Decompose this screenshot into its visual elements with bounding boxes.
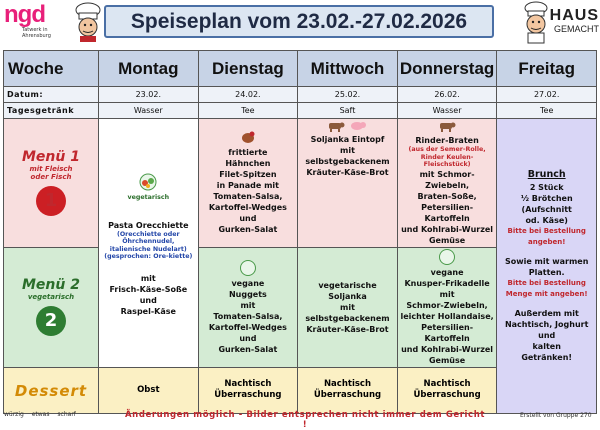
menu2-label-cell <box>4 247 99 367</box>
week-header: Woche <box>4 51 99 87</box>
menu2-dienstag-line-4: Tomaten-Salsa, <box>213 311 283 321</box>
drink-freitag: Tee <box>497 103 597 119</box>
hausgemacht-logo-line2: GEMACHT <box>554 24 599 34</box>
menu2-mittwoch-line-1: vegetarische <box>318 280 377 290</box>
menu1-dienstag-line-4: in Panade mit <box>216 181 279 191</box>
dessert-mittwoch: Nachtisch Überraschung <box>298 367 398 413</box>
freitag-line-8: Nachtisch, Joghurt <box>504 319 589 329</box>
cow-icon <box>327 120 345 132</box>
menu2-label: Menü 2 <box>22 277 80 293</box>
date-label: Datum: <box>4 87 99 103</box>
date-donnerstag: 26.02. <box>397 87 497 103</box>
date-montag: 23.02. <box>99 87 199 103</box>
menu2-donnerstag-line-2: Knusper-Frikadelle <box>404 278 490 288</box>
cow-icon <box>438 120 456 132</box>
freitag-line-11: Getränken! <box>521 352 573 362</box>
freitag-line-10: kalten <box>532 341 561 351</box>
menu1-donnerstag-line-2: Braten-Soße, <box>417 191 477 201</box>
menu2-mittwoch-line-4: selbstgebackenem <box>305 313 390 323</box>
menu2-donnerstag-line-8: Gemüse <box>428 355 466 365</box>
drink-montag: Wasser <box>99 103 199 119</box>
dessert-label: Dessert <box>14 381 88 400</box>
menu1-sub2: oder Fisch <box>30 172 72 181</box>
menu2-donnerstag-line-5: leichter Hollandaise, <box>400 311 494 321</box>
freitag-line-2: ½ Brötchen <box>520 193 573 203</box>
date-dienstag: 24.02. <box>198 87 298 103</box>
freitag-red-3: Bitte bei Bestellung <box>507 278 586 287</box>
menu2-dienstag-cell <box>198 247 298 367</box>
menu-table <box>3 50 597 407</box>
menu1-dienstag-line-7: und <box>239 214 257 224</box>
day-header-donnerstag: Donnerstag <box>397 51 497 87</box>
menu1-dienstag-line-5: Tomaten-Salsa, <box>213 192 283 202</box>
freitag-line-5: Sowie mit warmen <box>504 256 589 266</box>
vegan-icon <box>240 260 256 276</box>
ngd-logo-text: ngd <box>4 1 45 28</box>
dessert-montag: Obst <box>99 367 199 413</box>
menu1-mittwoch-line-2: mit <box>340 146 355 155</box>
menu1-label: Menü 1 <box>22 148 80 165</box>
ngd-logo-subtitle: Tatwerk in Ahrensburg <box>22 27 51 39</box>
day-header-dienstag: Dienstag <box>198 51 298 87</box>
menu1-label-cell <box>4 119 99 248</box>
legend-etwas: etwas <box>31 411 50 418</box>
menu1-row <box>4 119 597 248</box>
dessert-label-cell <box>4 367 99 413</box>
menu2-sub1: vegetarisch <box>27 293 75 301</box>
dessert-dienstag: Nachtisch Überraschung <box>198 367 298 413</box>
freitag-line-7: Außerdem mit <box>514 308 579 318</box>
vegetarian-badge-text: vegetarisch <box>127 194 170 201</box>
menu2-dienstag-line-6: und <box>239 333 257 343</box>
menu2-donnerstag-line-3: mit <box>439 289 455 299</box>
menu1-dienstag-line-2: Hähnchen <box>225 159 271 169</box>
spice-legend <box>4 411 82 418</box>
menu1-donnerstag-line-5: Gemüse <box>428 235 466 245</box>
chef-mascot-icon <box>70 2 106 42</box>
menu2-dienstag-line-7: Gurken-Salat <box>218 344 278 354</box>
montag-line-3: und <box>139 295 157 305</box>
menu2-mittwoch-line-3: mit <box>340 302 355 312</box>
freitag-red-2: angeben! <box>527 237 566 246</box>
menu1-dienstag-line-6: Kartoffel-Wedges <box>208 203 287 213</box>
montag-note: (Orecchiette oder Öhrchennudel, italienische Nudelart) (gesprochen: Ore-kiette) <box>104 230 193 260</box>
day-header-mittwoch: Mittwoch <box>298 51 398 87</box>
date-mittwoch: 25.02. <box>298 87 398 103</box>
pig-icon <box>349 120 367 132</box>
date-row <box>4 87 597 103</box>
weekday-header-row <box>4 51 597 87</box>
menu2-mittwoch-line-5: Kräuter-Käse-Brot <box>306 324 389 334</box>
menu1-dienstag-line-8: Gurken-Salat <box>218 225 278 235</box>
vegan-icon <box>439 249 455 265</box>
footer-credit: Erstellt von Gruppe 270 <box>520 412 592 419</box>
day-header-montag: Montag <box>99 51 199 87</box>
chicken-icon <box>240 130 256 144</box>
montag-line-2: Frisch-Käse-Soße <box>109 284 188 294</box>
footer-notice: Änderungen möglich - Bilder entsprechen nicht immer dem Gericht ! <box>125 410 486 430</box>
menu1-sub1: mit Fleisch <box>29 164 73 173</box>
freitag-red-1: Bitte bei Bestellung <box>507 226 586 235</box>
freitag-line-4: od. Käse) <box>525 215 568 225</box>
montag-line-1: mit <box>140 273 156 283</box>
menu1-mittwoch-line-1: Soljanka Eintopf <box>310 135 385 144</box>
legend-wuerzig: würzig <box>4 411 24 418</box>
drink-row <box>4 103 597 119</box>
menu1-dienstag-line-3: Filet-Spitzen <box>219 170 277 180</box>
menu1-mittwoch-line-4: Kräuter-Käse-Brot <box>306 168 389 177</box>
menu1-dienstag-cell <box>198 119 298 248</box>
hausgemacht-logo <box>535 8 599 42</box>
dessert-donnerstag: Nachtisch Überraschung <box>397 367 497 413</box>
montag-title: Pasta Orecchiette <box>108 220 189 230</box>
menu2-donnerstag-line-6: Petersilien-Kartoffeln <box>421 322 474 343</box>
freitag-line-3: (Aufschnitt <box>521 204 572 214</box>
freitag-line-6: Platten. <box>528 267 565 277</box>
drink-dienstag: Tee <box>198 103 298 119</box>
menu1-mittwoch-line-3: selbstgebackenem <box>305 157 390 166</box>
freitag-title: Brunch <box>527 168 566 180</box>
menu1-donnerstag-note: (aus der Semer-Rolle, Rinder Keulen-Fleischstück) <box>408 146 486 168</box>
freitag-red-4: Menge mit angeben! <box>505 289 588 298</box>
menu1-donnerstag-title: Rinder-Braten <box>415 136 479 145</box>
date-freitag: 27.02. <box>497 87 597 103</box>
freitag-menu-cell <box>497 119 597 414</box>
montag-line-4: Raspel-Käse <box>120 306 176 316</box>
menu2-dienstag-line-1: vegane <box>231 278 265 288</box>
montag-menu-cell <box>99 119 199 368</box>
menu1-donnerstag-line-3: Petersilien-Kartoffeln <box>421 202 474 223</box>
menu2-donnerstag-line-7: und Kohlrabi-Wurzel <box>401 344 494 354</box>
drink-label: Tagesgetränk <box>4 103 99 119</box>
menu1-dienstag-line-1: frittierte <box>228 148 268 158</box>
freitag-line-9: und <box>538 330 556 340</box>
menu1-donnerstag-line-1: mit Schmor-Zwiebeln, <box>419 169 475 190</box>
vegetable-icon <box>133 169 163 191</box>
menu2-dienstag-line-2: Nuggets <box>228 289 267 299</box>
menu2-mittwoch-cell <box>298 247 398 367</box>
drink-donnerstag: Wasser <box>397 103 497 119</box>
menu2-donnerstag-line-4: Schmor-Zwiebeln, <box>406 300 488 310</box>
legend-scharf: scharf <box>57 411 76 418</box>
page-title-box <box>104 5 494 38</box>
menu2-donnerstag-cell <box>397 247 497 367</box>
menu2-donnerstag-line-1: vegane <box>430 267 464 277</box>
menu1-donnerstag-line-4: und Kohlrabi-Wurzel <box>401 224 494 234</box>
ngd-logo <box>4 1 52 39</box>
freitag-line-1: 2 Stück <box>529 182 564 192</box>
page-title: Speiseplan vom 23.02.-27.02.2026 <box>130 10 468 33</box>
menu1-number-badge: 1 <box>36 186 66 216</box>
menu2-dienstag-line-5: Kartoffel-Wedges <box>208 322 287 332</box>
menu2-dienstag-line-3: mit <box>240 300 256 310</box>
hausgemacht-logo-line1: HAUS <box>549 7 599 24</box>
menu2-mittwoch-line-2: Soljanka <box>328 291 367 301</box>
menu2-number-badge: 2 <box>36 306 66 336</box>
drink-mittwoch: Saft <box>298 103 398 119</box>
menu1-donnerstag-cell <box>397 119 497 248</box>
day-header-freitag: Freitag <box>497 51 597 87</box>
menu1-mittwoch-cell <box>298 119 398 248</box>
